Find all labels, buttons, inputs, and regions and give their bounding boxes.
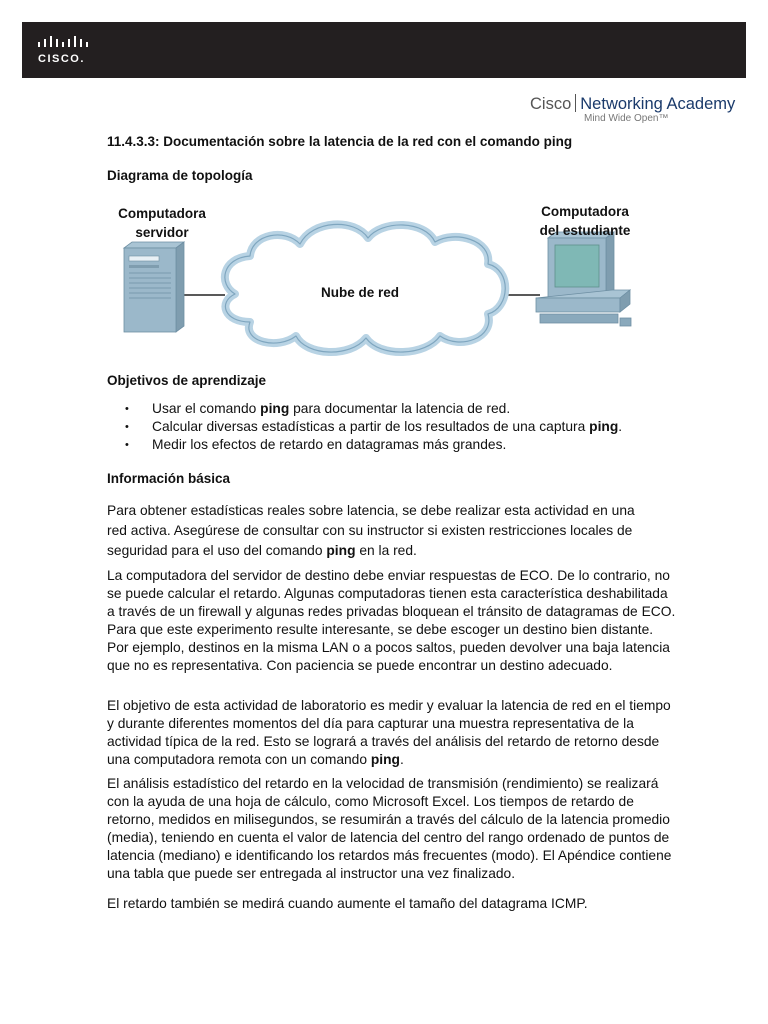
document-title: 11.4.3.3: Documentación sobre la latencia de la red con el comando ping (107, 134, 573, 149)
cloud-label: Nube de red (320, 285, 399, 300)
brand-cisco: Cisco (530, 95, 572, 113)
list-item: • Calcular diversas estadísticas a partir de los resultados de una captura ping. (125, 418, 622, 436)
paragraph-4: El análisis estadístico del retardo en la velocidad de transmisión (rendimiento) se realizará con la ayuda de una hoja de cálculo, como Microsoft Excel. Los tiempos de retardo de retorno, medidos en milisegundos, se resumirán a través del cálculo de la latencia promedio (media), teniendo en cuenta el valor de latencia del centro del rango ordenado de puntos de latencia (mediano) e identificando los retardos más frecuentes (modo). El Apéndice contiene una tabla que puede ser entregada al instructor una vez finalizado. (107, 776, 672, 881)
list-item: • Medir los efectos de retardo en datagramas más grandes. (125, 436, 622, 454)
paragraph-3: El objetivo de esta actividad de laboratorio es medir y evaluar la latencia de red en el tiempo y durante diferentes momentos del día para capturar una muestra representativa de la actividad típica de la red. Esto se logrará a través del análisis del retardo de retorno desde una computadora remota con un comando ping. (107, 698, 671, 767)
objectives-heading: Objetivos de aprendizaje (107, 373, 267, 388)
server-computer-icon (124, 242, 184, 332)
cisco-logo (38, 36, 98, 68)
student-computer-icon (536, 232, 631, 326)
brand-networking-academy: Networking Academy (580, 95, 736, 113)
background-heading: Información básica (107, 471, 231, 486)
brand-tagline: Mind Wide Open™ (584, 113, 669, 124)
student-label-line1: Computadora (541, 204, 629, 219)
server-label (102, 204, 222, 242)
academy-name (530, 94, 735, 114)
list-item: • Usar el comando ping para documentar la latencia de red. (125, 400, 622, 418)
paragraph-2: La computadora del servidor de destino debe enviar respuestas de ECO. De lo contrario, no se puede calcular el retardo. Algunas computadoras tienen esta característica deshabilitada a través de un firewall y algunas redes privadas bloquean el tránsito de datagramas de ECO. Para que este experimento resulte interesante, se debe escoger un destino bien distante. Por ejemplo, destinos en la misma LAN o a pocos saltos, pueden devolver una baja latencia que no es representativa. Con paciencia se puede encontrar un destino adecuado. (107, 568, 676, 673)
cisco-bars-icon (38, 36, 88, 50)
paragraph-1: Para obtener estadísticas reales sobre latencia, se debe realizar esta actividad en una red activa. Asegúrese de consultar con su instructor si existen restricciones locales de seguridad para el uso del comando ping en la red. (107, 503, 635, 558)
student-label (526, 202, 644, 240)
cisco-logo-text: CISCO. (38, 53, 85, 65)
networking-academy-brand (530, 94, 745, 130)
paragraph-5: El retardo también se medirá cuando aumente el tamaño del datagrama ICMP. (107, 896, 588, 911)
topology-diagram (100, 196, 660, 366)
server-label-line2: servidor (135, 225, 189, 240)
student-label-line2: del estudiante (539, 223, 631, 238)
header-bar (22, 22, 746, 78)
server-label-line1: Computadora (118, 206, 206, 221)
objectives-list (125, 400, 622, 454)
topology-heading: Diagrama de topología (107, 168, 253, 183)
